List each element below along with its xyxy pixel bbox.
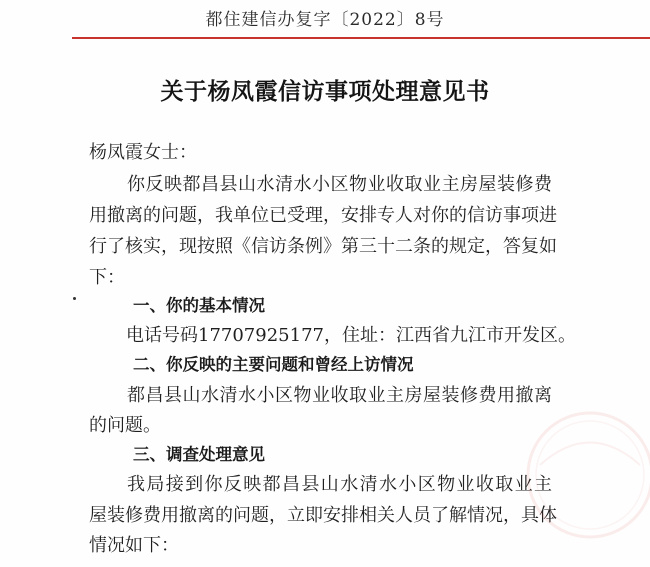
salutation: 杨凤霞女士：: [89, 142, 197, 163]
section-1-line-1: 电话号码17707925177，住址：江西省九江市开发区。: [126, 325, 576, 346]
section-3-line-3: 情况如下：: [89, 535, 179, 556]
intro-line-1: 你反映都昌县山水清水小区物业收取业主房屋装修费: [127, 174, 552, 195]
intro-line-4: 下：: [89, 267, 125, 288]
intro-line-2: 用撤离的问题，我单位已受理，安排专人对你的信访事项进: [89, 205, 557, 226]
section-3-line-1: 我局接到你反映都昌县山水清水小区物业收取业主: [127, 474, 552, 495]
document-number: 都住建信办复字〔2022〕8号: [205, 10, 445, 30]
section-1-heading: 一、你的基本情况: [133, 296, 265, 315]
red-header-rule: [72, 37, 650, 39]
intro-line-3: 行了核实，现按照《信访条例》第三十二条的规定，答复如: [89, 236, 557, 257]
document-title: 关于杨凤霞信访事项处理意见书: [160, 78, 490, 105]
section-2-heading: 二、你反映的主要问题和曾经上访情况: [133, 355, 414, 374]
section-2-line-1: 都昌县山水清水小区物业收取业主房屋装修费用撤离: [127, 385, 552, 406]
scan-mark: [73, 297, 76, 300]
section-3-line-2: 屋装修费用撤离的问题，立即安排相关人员了解情况，具体: [89, 505, 557, 526]
section-3-heading: 三、调查处理意见: [133, 445, 265, 464]
section-2-line-2: 的问题。: [89, 415, 161, 436]
